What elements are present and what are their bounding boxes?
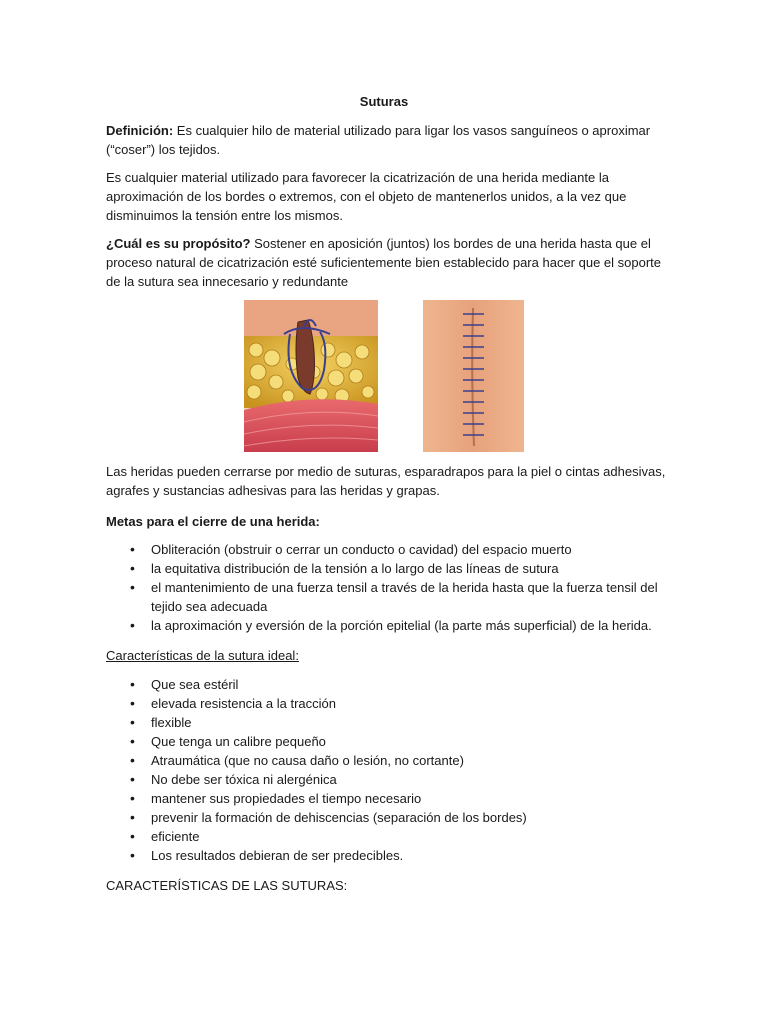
list-item: • la equitativa distribución de la tensión a lo largo de las líneas de sutura xyxy=(106,559,666,578)
list-item: • elevada resistencia a la tracción xyxy=(106,694,666,713)
sutured-skin-illustration xyxy=(423,300,524,452)
wound-cross-section-image xyxy=(244,300,378,457)
wound-cross-section-illustration xyxy=(244,300,378,452)
list-item: • mantener sus propiedades el tiempo necesario xyxy=(106,789,666,808)
ideal-heading-wrap xyxy=(106,646,666,665)
list-item: • Obliteración (obstruir o cerrar un conducto o cavidad) del espacio muerto xyxy=(106,540,666,559)
goals-list xyxy=(106,540,666,635)
sutured-skin-image xyxy=(423,300,524,457)
purpose-paragraph xyxy=(106,234,666,291)
list-item: • la aproximación y eversión de la porción epitelial (la parte más superficial) de la herida. xyxy=(106,616,666,635)
page-title: Suturas xyxy=(359,94,409,109)
list-item: • Que sea estéril xyxy=(106,675,666,694)
purpose-label: ¿Cuál es su propósito? xyxy=(106,236,251,251)
closure-paragraph xyxy=(106,462,666,500)
definition-label: Definición: xyxy=(106,123,174,138)
goals-heading: Metas para el cierre de una herida: xyxy=(106,514,320,529)
list-item: • flexible xyxy=(106,713,666,732)
ideal-heading: Características de la sutura ideal: xyxy=(106,648,299,663)
closure-text: Las heridas pueden cerrarse por medio de suturas, esparadrapos para la piel o cintas adhesivas, agrafes y sustancias adhesivas para las heridas y grapas. xyxy=(106,464,666,498)
definition-text: Es cualquier hilo de material utilizado para ligar los vasos sanguíneos o aproximar (“coser”) los tejidos. xyxy=(106,123,651,157)
list-item: • eficiente xyxy=(106,827,666,846)
purpose-text: Sostener en aposición (juntos) los bordes de una herida hasta que el proceso natural de cicatrización esté suficientemente bien establecido para hacer que el soporte de la sutura sea innecesario y redundante xyxy=(106,236,662,289)
material-text: Es cualquier material utilizado para favorecer la cicatrización de una herida mediante la aproximación de los bordes o extremos, con el objeto de mantenerlos unidos, a la vez que disminuimos la tensión entre los mismos. xyxy=(106,170,627,223)
goals-heading-wrap xyxy=(106,512,666,531)
definition-paragraph xyxy=(106,121,666,159)
final-heading-wrap xyxy=(106,876,666,895)
list-item: • No debe ser tóxica ni alergénica xyxy=(106,770,666,789)
ideal-list xyxy=(106,675,666,865)
list-item: • prevenir la formación de dehiscencias (separación de los bordes) xyxy=(106,808,666,827)
material-paragraph xyxy=(106,168,666,225)
list-item: • Los resultados debieran de ser predecibles. xyxy=(106,846,666,865)
list-item: • Atraumática (que no causa daño o lesión, no cortante) xyxy=(106,751,666,770)
list-item: • el mantenimiento de una fuerza tensil a través de la herida hasta que la fuerza tensil del tejido sea adecuada xyxy=(106,578,666,616)
final-heading: CARACTERÍSTICAS DE LAS SUTURAS: xyxy=(106,878,348,893)
list-item: • Que tenga un calibre pequeño xyxy=(106,732,666,751)
